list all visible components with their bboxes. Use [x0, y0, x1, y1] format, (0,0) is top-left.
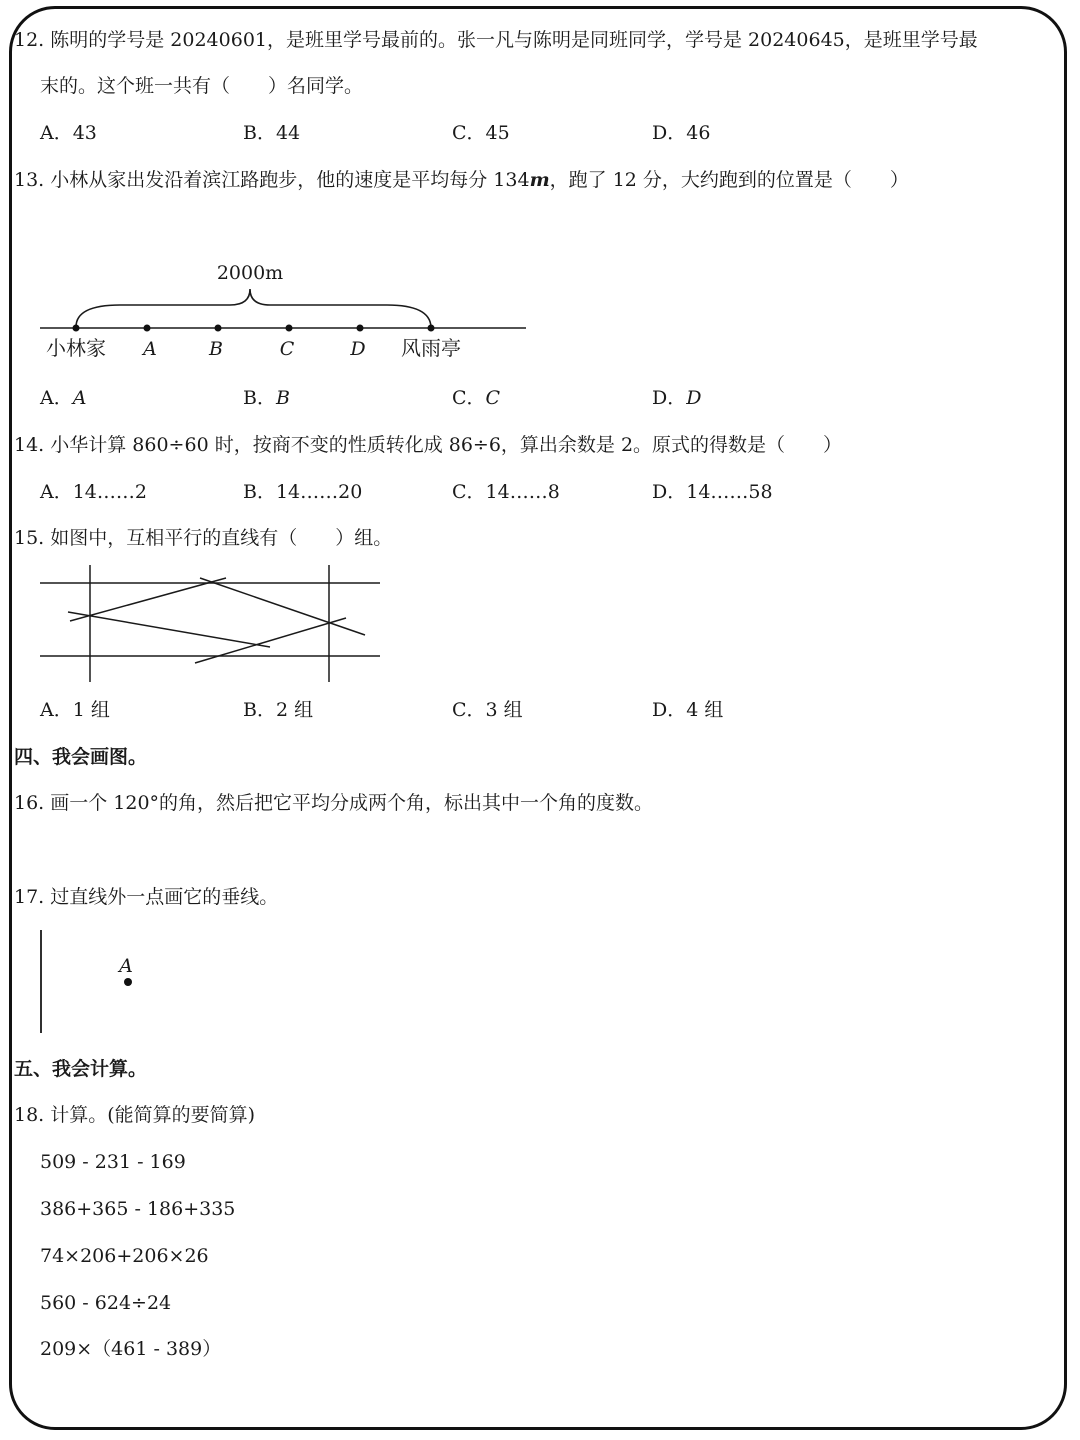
q15-text: 15. 如图中，互相平行的直线有（ ）组。: [14, 527, 393, 549]
label-d: D: [350, 338, 366, 360]
expr-2: 386+365 - 186+335: [40, 1198, 236, 1220]
label-b: B: [209, 338, 223, 360]
q16-text: 16. 画一个 120°的角，然后把它平均分成两个角，标出其中一个角的度数。: [14, 792, 654, 814]
q13-option-a[interactable]: A．A: [40, 387, 87, 409]
q14-option-d[interactable]: D．14……58: [652, 481, 773, 503]
label-a: A: [143, 338, 157, 360]
point-a-label: A: [119, 955, 133, 977]
q18-text: 18. 计算。(能简算的要简算): [14, 1104, 256, 1126]
section-4-title: 四、我会画图。: [14, 746, 148, 768]
q12-line2: 末的。这个班一共有（ ）名同学。: [40, 75, 364, 97]
q12-option-c[interactable]: C．45: [452, 122, 510, 144]
q14-option-b[interactable]: B．14……20: [243, 481, 363, 503]
q13-option-b[interactable]: B．B: [243, 387, 290, 409]
expr-5: 209×（461 - 389）: [40, 1338, 222, 1360]
perpendicular-figure: [30, 925, 170, 1037]
q14-option-a[interactable]: A．14……2: [40, 481, 147, 503]
distance-label: 2000m: [216, 262, 284, 284]
q12-line1: 12. 陈明的学号是 20240601，是班里学号最前的。张一凡与陈明是同班同学，学号是 20240645，是班里学号最: [14, 29, 978, 51]
q15-option-a[interactable]: A．1 组: [40, 699, 110, 721]
q12-option-d[interactable]: D．46: [652, 122, 711, 144]
number-line-diagram: [30, 255, 540, 365]
q14-text: 14. 小华计算 860÷60 时，按商不变的性质转化成 86÷6，算出余数是 2。原式的得数是（ ）: [14, 434, 843, 456]
label-c: C: [279, 338, 295, 360]
q15-option-c[interactable]: C．3 组: [452, 699, 523, 721]
label-home: 小林家: [46, 336, 106, 360]
q13-text: 13. 小林从家出发沿着滨江路跑步，他的速度是平均每分 134m，跑了 12 分，大约跑到的位置是（ ）: [14, 169, 909, 191]
q12-option-a[interactable]: A．43: [40, 122, 97, 144]
expr-4: 560 - 624÷24: [40, 1292, 172, 1314]
section-5-title: 五、我会计算。: [14, 1058, 148, 1080]
expr-1: 509 - 231 - 169: [40, 1151, 186, 1173]
q12-option-b[interactable]: B．44: [243, 122, 301, 144]
expr-3: 74×206+206×26: [40, 1245, 209, 1267]
q13-option-d[interactable]: D．D: [652, 387, 702, 409]
q13-option-c[interactable]: C．C: [452, 387, 501, 409]
q15-option-b[interactable]: B．2 组: [243, 699, 314, 721]
parallel-lines-figure: [30, 560, 390, 690]
q14-option-c[interactable]: C．14……8: [452, 481, 560, 503]
q15-option-d[interactable]: D．4 组: [652, 699, 724, 721]
label-pavilion: 风雨亭: [401, 336, 461, 360]
q17-text: 17. 过直线外一点画它的垂线。: [14, 886, 279, 908]
